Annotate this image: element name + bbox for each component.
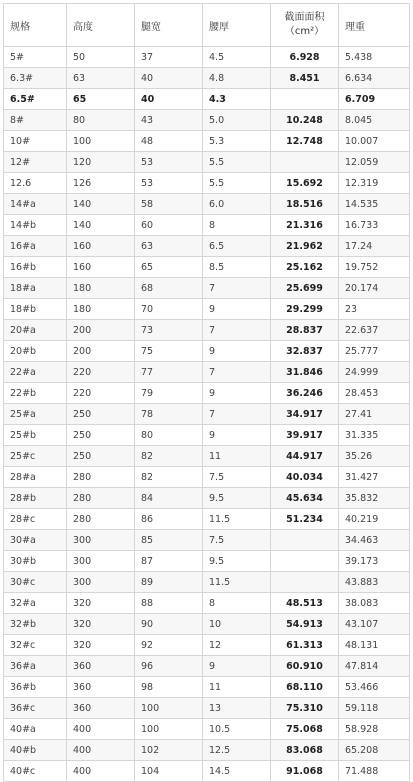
cell-spec: 36#c xyxy=(4,698,67,719)
cell-spec: 32#b xyxy=(4,614,67,635)
header-cross-section-area xyxy=(271,4,339,47)
cell-waist-thickness: 9.5 xyxy=(203,488,271,509)
cell-theoretical-weight: 14.535 xyxy=(339,194,410,215)
table-row xyxy=(4,152,410,173)
cell-spec: 36#b xyxy=(4,677,67,698)
cell-theoretical-weight: 31.335 xyxy=(339,425,410,446)
table-row xyxy=(4,530,410,551)
cell-cross-section-area: 21.962 xyxy=(271,236,339,257)
cell-cross-section-area: 31.846 xyxy=(271,362,339,383)
cell-waist-thickness: 4.8 xyxy=(203,68,271,89)
table-row xyxy=(4,425,410,446)
cell-leg-width: 89 xyxy=(135,572,203,593)
cell-height: 300 xyxy=(67,572,135,593)
cell-leg-width: 53 xyxy=(135,173,203,194)
cell-cross-section-area: 6.928 xyxy=(271,47,339,68)
cell-spec: 20#b xyxy=(4,341,67,362)
header-spec: 规格 xyxy=(4,4,67,47)
cell-leg-width: 90 xyxy=(135,614,203,635)
cell-leg-width: 85 xyxy=(135,530,203,551)
cell-theoretical-weight: 23 xyxy=(339,299,410,320)
cell-theoretical-weight: 22.637 xyxy=(339,320,410,341)
cell-height: 180 xyxy=(67,278,135,299)
cell-leg-width: 98 xyxy=(135,677,203,698)
cell-leg-width: 100 xyxy=(135,698,203,719)
cell-spec: 32#a xyxy=(4,593,67,614)
cell-theoretical-weight: 6.634 xyxy=(339,68,410,89)
cell-leg-width: 79 xyxy=(135,383,203,404)
cell-cross-section-area: 10.248 xyxy=(271,110,339,131)
cell-theoretical-weight: 43.883 xyxy=(339,572,410,593)
table-row xyxy=(4,593,410,614)
cell-height: 400 xyxy=(67,719,135,740)
cell-spec: 12# xyxy=(4,152,67,173)
cell-theoretical-weight: 35.26 xyxy=(339,446,410,467)
cell-theoretical-weight: 59.118 xyxy=(339,698,410,719)
cell-waist-thickness: 5.3 xyxy=(203,131,271,152)
cell-leg-width: 58 xyxy=(135,194,203,215)
cell-cross-section-area: 34.917 xyxy=(271,404,339,425)
table-row xyxy=(4,68,410,89)
cell-height: 50 xyxy=(67,47,135,68)
cell-waist-thickness: 8 xyxy=(203,215,271,236)
cell-theoretical-weight: 58.928 xyxy=(339,719,410,740)
cell-cross-section-area: 83.068 xyxy=(271,740,339,761)
table-row xyxy=(4,446,410,467)
cell-leg-width: 102 xyxy=(135,740,203,761)
cell-leg-width: 77 xyxy=(135,362,203,383)
cell-spec: 12.6 xyxy=(4,173,67,194)
cell-waist-thickness: 8.5 xyxy=(203,257,271,278)
cell-height: 120 xyxy=(67,152,135,173)
table-row xyxy=(4,362,410,383)
cell-cross-section-area: 75.068 xyxy=(271,719,339,740)
cell-height: 140 xyxy=(67,194,135,215)
cell-theoretical-weight: 6.709 xyxy=(339,89,410,110)
cell-theoretical-weight: 25.777 xyxy=(339,341,410,362)
cell-theoretical-weight: 48.131 xyxy=(339,635,410,656)
header-height: 高度 xyxy=(67,4,135,47)
cell-waist-thickness: 6.0 xyxy=(203,194,271,215)
cell-theoretical-weight: 5.438 xyxy=(339,47,410,68)
cell-height: 360 xyxy=(67,656,135,677)
table-row xyxy=(4,278,410,299)
cell-waist-thickness: 10.5 xyxy=(203,719,271,740)
cell-theoretical-weight: 19.752 xyxy=(339,257,410,278)
cell-waist-thickness: 14.5 xyxy=(203,761,271,782)
cell-spec: 16#a xyxy=(4,236,67,257)
table-row xyxy=(4,194,410,215)
cell-waist-thickness: 9 xyxy=(203,656,271,677)
cell-cross-section-area: 54.913 xyxy=(271,614,339,635)
cell-cross-section-area: 32.837 xyxy=(271,341,339,362)
cell-cross-section-area xyxy=(271,572,339,593)
cell-waist-thickness: 4.5 xyxy=(203,47,271,68)
cell-cross-section-area: 15.692 xyxy=(271,173,339,194)
table-row xyxy=(4,383,410,404)
cell-cross-section-area: 68.110 xyxy=(271,677,339,698)
table-row xyxy=(4,614,410,635)
cell-cross-section-area xyxy=(271,152,339,173)
cell-leg-width: 48 xyxy=(135,131,203,152)
table-row xyxy=(4,719,410,740)
table-row xyxy=(4,404,410,425)
cell-spec: 30#b xyxy=(4,551,67,572)
cell-cross-section-area: 28.837 xyxy=(271,320,339,341)
cell-spec: 28#a xyxy=(4,467,67,488)
cell-theoretical-weight: 43.107 xyxy=(339,614,410,635)
cell-theoretical-weight: 12.059 xyxy=(339,152,410,173)
cell-theoretical-weight: 39.173 xyxy=(339,551,410,572)
cell-spec: 5# xyxy=(4,47,67,68)
cell-height: 360 xyxy=(67,698,135,719)
cell-waist-thickness: 9 xyxy=(203,299,271,320)
cell-cross-section-area: 29.299 xyxy=(271,299,339,320)
table-row xyxy=(4,89,410,110)
cell-spec: 30#a xyxy=(4,530,67,551)
cell-height: 300 xyxy=(67,551,135,572)
cell-height: 320 xyxy=(67,614,135,635)
cell-spec: 25#b xyxy=(4,425,67,446)
cell-theoretical-weight: 17.24 xyxy=(339,236,410,257)
cell-height: 80 xyxy=(67,110,135,131)
cell-spec: 10# xyxy=(4,131,67,152)
cell-leg-width: 84 xyxy=(135,488,203,509)
cell-waist-thickness: 7 xyxy=(203,362,271,383)
table-header xyxy=(4,4,410,47)
cell-waist-thickness: 5.5 xyxy=(203,173,271,194)
cell-cross-section-area: 51.234 xyxy=(271,509,339,530)
cell-height: 280 xyxy=(67,467,135,488)
cell-height: 160 xyxy=(67,257,135,278)
cell-waist-thickness: 4.3 xyxy=(203,89,271,110)
table-row xyxy=(4,551,410,572)
table-body xyxy=(4,47,410,782)
table-row xyxy=(4,467,410,488)
cell-spec: 40#c xyxy=(4,761,67,782)
cell-leg-width: 75 xyxy=(135,341,203,362)
cell-theoretical-weight: 8.045 xyxy=(339,110,410,131)
cell-leg-width: 63 xyxy=(135,236,203,257)
cell-waist-thickness: 9 xyxy=(203,425,271,446)
cell-leg-width: 78 xyxy=(135,404,203,425)
cell-cross-section-area: 12.748 xyxy=(271,131,339,152)
cell-theoretical-weight: 40.219 xyxy=(339,509,410,530)
cell-height: 63 xyxy=(67,68,135,89)
cell-height: 250 xyxy=(67,425,135,446)
cell-cross-section-area: 60.910 xyxy=(271,656,339,677)
cell-height: 280 xyxy=(67,509,135,530)
cell-theoretical-weight: 34.463 xyxy=(339,530,410,551)
cell-waist-thickness: 9 xyxy=(203,341,271,362)
cell-cross-section-area xyxy=(271,551,339,572)
table-row xyxy=(4,341,410,362)
cell-leg-width: 73 xyxy=(135,320,203,341)
cell-theoretical-weight: 47.814 xyxy=(339,656,410,677)
cell-theoretical-weight: 53.466 xyxy=(339,677,410,698)
table-row xyxy=(4,215,410,236)
table-row xyxy=(4,257,410,278)
cell-cross-section-area: 36.246 xyxy=(271,383,339,404)
table-row xyxy=(4,509,410,530)
cell-height: 126 xyxy=(67,173,135,194)
cell-waist-thickness: 8 xyxy=(203,593,271,614)
header-waist-thickness: 腰厚 xyxy=(203,4,271,47)
cell-height: 400 xyxy=(67,740,135,761)
cell-height: 100 xyxy=(67,131,135,152)
cell-waist-thickness: 5.0 xyxy=(203,110,271,131)
cell-cross-section-area: 25.699 xyxy=(271,278,339,299)
cell-height: 140 xyxy=(67,215,135,236)
cell-spec: 25#c xyxy=(4,446,67,467)
cell-leg-width: 80 xyxy=(135,425,203,446)
cell-height: 360 xyxy=(67,677,135,698)
cell-height: 160 xyxy=(67,236,135,257)
cell-cross-section-area xyxy=(271,530,339,551)
cell-leg-width: 70 xyxy=(135,299,203,320)
cell-spec: 20#a xyxy=(4,320,67,341)
cell-height: 250 xyxy=(67,404,135,425)
cell-spec: 36#a xyxy=(4,656,67,677)
cell-cross-section-area: 25.162 xyxy=(271,257,339,278)
table-row xyxy=(4,299,410,320)
cell-leg-width: 88 xyxy=(135,593,203,614)
cell-waist-thickness: 7 xyxy=(203,278,271,299)
cell-waist-thickness: 10 xyxy=(203,614,271,635)
header-leg-width: 腿宽 xyxy=(135,4,203,47)
cell-height: 65 xyxy=(67,89,135,110)
cell-leg-width: 65 xyxy=(135,257,203,278)
table-row xyxy=(4,740,410,761)
cell-spec: 6.3# xyxy=(4,68,67,89)
cell-spec: 6.5# xyxy=(4,89,67,110)
table-row xyxy=(4,488,410,509)
table-row xyxy=(4,320,410,341)
cell-cross-section-area: 8.451 xyxy=(271,68,339,89)
cell-leg-width: 82 xyxy=(135,467,203,488)
cell-spec: 22#a xyxy=(4,362,67,383)
cell-waist-thickness: 9 xyxy=(203,383,271,404)
cell-height: 280 xyxy=(67,488,135,509)
cell-waist-thickness: 7.5 xyxy=(203,467,271,488)
cell-height: 220 xyxy=(67,362,135,383)
table-row xyxy=(4,698,410,719)
cell-height: 200 xyxy=(67,320,135,341)
cell-theoretical-weight: 71.488 xyxy=(339,761,410,782)
cell-theoretical-weight: 16.733 xyxy=(339,215,410,236)
cell-leg-width: 60 xyxy=(135,215,203,236)
cell-spec: 25#a xyxy=(4,404,67,425)
table-row xyxy=(4,131,410,152)
cell-spec: 18#b xyxy=(4,299,67,320)
table-row xyxy=(4,236,410,257)
cell-height: 250 xyxy=(67,446,135,467)
cell-spec: 28#c xyxy=(4,509,67,530)
cell-theoretical-weight: 28.453 xyxy=(339,383,410,404)
table-row xyxy=(4,677,410,698)
cell-cross-section-area: 18.516 xyxy=(271,194,339,215)
cell-theoretical-weight: 38.083 xyxy=(339,593,410,614)
cell-waist-thickness: 9.5 xyxy=(203,551,271,572)
cell-spec: 32#c xyxy=(4,635,67,656)
cell-waist-thickness: 7 xyxy=(203,320,271,341)
cell-waist-thickness: 12.5 xyxy=(203,740,271,761)
cell-waist-thickness: 11.5 xyxy=(203,509,271,530)
table-row xyxy=(4,572,410,593)
cell-height: 400 xyxy=(67,761,135,782)
cell-spec: 18#a xyxy=(4,278,67,299)
cell-theoretical-weight: 10.007 xyxy=(339,131,410,152)
cell-spec: 40#a xyxy=(4,719,67,740)
cell-waist-thickness: 13 xyxy=(203,698,271,719)
cell-spec: 30#c xyxy=(4,572,67,593)
cell-leg-width: 82 xyxy=(135,446,203,467)
cell-cross-section-area: 48.513 xyxy=(271,593,339,614)
cell-leg-width: 37 xyxy=(135,47,203,68)
cell-waist-thickness: 7.5 xyxy=(203,530,271,551)
table-row xyxy=(4,173,410,194)
cell-height: 320 xyxy=(67,593,135,614)
cell-height: 200 xyxy=(67,341,135,362)
cell-leg-width: 100 xyxy=(135,719,203,740)
cell-height: 320 xyxy=(67,635,135,656)
cell-leg-width: 86 xyxy=(135,509,203,530)
cell-cross-section-area: 44.917 xyxy=(271,446,339,467)
table-row xyxy=(4,656,410,677)
header-theoretical-weight: 理重 xyxy=(339,4,410,47)
cell-cross-section-area: 40.034 xyxy=(271,467,339,488)
cell-cross-section-area: 75.310 xyxy=(271,698,339,719)
cell-waist-thickness: 7 xyxy=(203,404,271,425)
cell-spec: 8# xyxy=(4,110,67,131)
cell-cross-section-area: 91.068 xyxy=(271,761,339,782)
cell-spec: 40#b xyxy=(4,740,67,761)
table-row xyxy=(4,761,410,782)
cell-spec: 22#b xyxy=(4,383,67,404)
cell-theoretical-weight: 31.427 xyxy=(339,467,410,488)
cell-theoretical-weight: 20.174 xyxy=(339,278,410,299)
cell-leg-width: 68 xyxy=(135,278,203,299)
cell-leg-width: 96 xyxy=(135,656,203,677)
cell-spec: 16#b xyxy=(4,257,67,278)
cell-theoretical-weight: 65.208 xyxy=(339,740,410,761)
cell-leg-width: 43 xyxy=(135,110,203,131)
cell-spec: 14#b xyxy=(4,215,67,236)
cell-theoretical-weight: 27.41 xyxy=(339,404,410,425)
cell-waist-thickness: 12 xyxy=(203,635,271,656)
header-area-unit: （cm²） xyxy=(284,26,325,37)
cell-waist-thickness: 11 xyxy=(203,446,271,467)
cell-leg-width: 92 xyxy=(135,635,203,656)
cell-waist-thickness: 5.5 xyxy=(203,152,271,173)
cell-leg-width: 40 xyxy=(135,89,203,110)
cell-waist-thickness: 6.5 xyxy=(203,236,271,257)
cell-height: 220 xyxy=(67,383,135,404)
header-row xyxy=(4,4,410,47)
channel-steel-spec-table xyxy=(3,3,410,782)
cell-leg-width: 40 xyxy=(135,68,203,89)
cell-cross-section-area: 61.313 xyxy=(271,635,339,656)
cell-theoretical-weight: 12.319 xyxy=(339,173,410,194)
cell-waist-thickness: 11 xyxy=(203,677,271,698)
cell-cross-section-area xyxy=(271,89,339,110)
cell-cross-section-area: 39.917 xyxy=(271,425,339,446)
table-row xyxy=(4,635,410,656)
cell-leg-width: 53 xyxy=(135,152,203,173)
cell-cross-section-area: 21.316 xyxy=(271,215,339,236)
cell-cross-section-area: 45.634 xyxy=(271,488,339,509)
cell-leg-width: 87 xyxy=(135,551,203,572)
cell-leg-width: 104 xyxy=(135,761,203,782)
cell-theoretical-weight: 35.832 xyxy=(339,488,410,509)
cell-spec: 28#b xyxy=(4,488,67,509)
table-row xyxy=(4,47,410,68)
cell-theoretical-weight: 24.999 xyxy=(339,362,410,383)
table-row xyxy=(4,110,410,131)
cell-height: 300 xyxy=(67,530,135,551)
cell-spec: 14#a xyxy=(4,194,67,215)
cell-height: 180 xyxy=(67,299,135,320)
header-area-label: 截面面积 xyxy=(284,12,325,23)
cell-waist-thickness: 11.5 xyxy=(203,572,271,593)
